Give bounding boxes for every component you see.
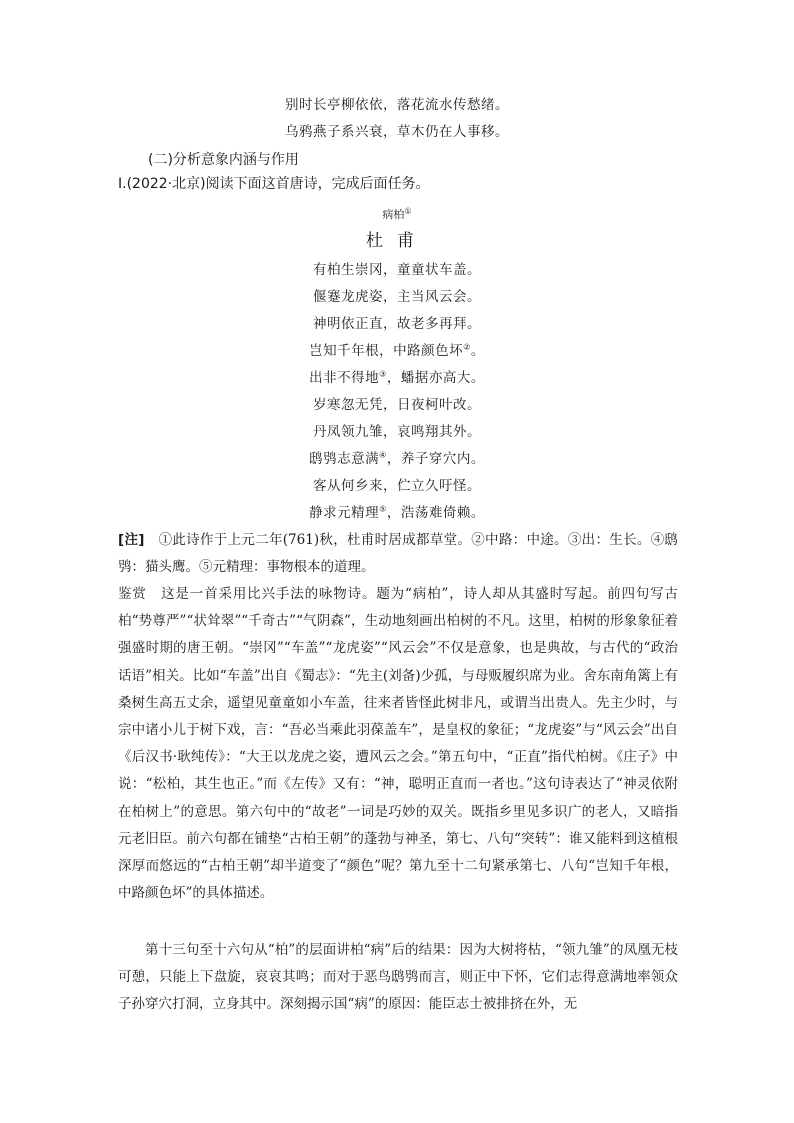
poem-line xyxy=(0,505,794,521)
poem-line-text: 鸱鸮志意满 xyxy=(309,451,380,467)
poem-author: 杜甫 xyxy=(366,231,428,251)
note-label: [注] xyxy=(118,532,145,548)
poem-line xyxy=(0,424,794,440)
poem-line-text: 出非不得地 xyxy=(309,370,380,386)
intro-poem-line-2: 乌鸦燕子系兴衰，草木仍在人事移。 xyxy=(285,124,509,140)
poem-line xyxy=(0,478,794,494)
poem-line-text: 岂知千年根，中路颜色坏 xyxy=(309,343,464,359)
poem-line-text: 岁寒忽无凭，日夜柯叶改。 xyxy=(313,397,481,413)
poem-line xyxy=(0,316,794,332)
poem-line-tail: ，浩荡难倚赖。 xyxy=(386,505,485,521)
poem-line-text: 丹凤领九雏，哀鸣翔其外。 xyxy=(313,424,481,440)
note-text: ①此诗作于上元二年(761)秋，杜甫时居成都草堂。②中路：中途。③出：生长。④鸱鸮：猫头鹰。⑤元精理：事物根本的道理。 xyxy=(118,532,678,576)
intro-poem-line-1: 别时长亭柳依依，落花流水传愁绪。 xyxy=(285,97,509,113)
poem-line-tail: 。 xyxy=(470,343,485,359)
poem-line-text: 偃蹇龙虎姿，主当风云会。 xyxy=(313,289,481,305)
poem-line-text: 客从何乡来，伫立久吁怪。 xyxy=(313,478,481,494)
question-prompt: Ⅰ.(2022·北京)阅读下面这首唐诗，完成后面任务。 xyxy=(118,176,430,192)
poem-line-note-marker: ⑤ xyxy=(379,504,387,514)
poem-line-note-marker: ② xyxy=(463,342,471,352)
poem-line-text: 有柏生崇冈，童童状车盖。 xyxy=(313,262,481,278)
poem-line-text: 神明依正直，故老多再拜。 xyxy=(313,316,481,332)
poem-line-note-marker: ③ xyxy=(379,369,387,379)
poem-line-note-marker: ④ xyxy=(379,450,387,460)
poem-title-note-marker: ① xyxy=(404,206,412,216)
note-paragraph xyxy=(118,527,678,582)
appreciation-label: 鉴赏 xyxy=(118,586,147,602)
poem-line-tail: ，养子穿穴内。 xyxy=(386,451,485,467)
poem-line xyxy=(0,289,794,305)
poem-line-tail: ，蟠据亦高大。 xyxy=(386,370,485,386)
poem-title: 病柏① xyxy=(382,206,412,221)
poem-line xyxy=(0,397,794,413)
poem-line xyxy=(0,451,794,467)
poem-line xyxy=(0,262,794,278)
appreciation-text: 这是一首采用比兴手法的咏物诗。题为“病柏”，诗人却从其盛时写起。前四句写古柏“势尊严”“状耸翠”“千奇古”“气阴森”，生动地刻画出柏树的不凡。这里，柏树的形象象征着强盛时期的唐王朝。“崇冈”“车盖”“龙虎姿”“风云会”不仅是意象，也是典故，与古代的“政治话语”相关。比如“车盖”出自《蜀志》：“先主(刘备)少孤，与母贩履织席为业。舍东南角篱上有桑树生高五丈余，遥望见童童如小车盖，往来者皆怪此树非凡，或谓当出贵人。先主少时，与宗中诸小儿于树下戏，言：“吾必当乘此羽葆盖车”，是皇权的象征；“龙虎姿”与“风云会”出自《后汉书·耿纯传》：“大王以龙虎之姿，遭风云之会。”第五句中，“正直”指代柏树。《庄子》中说：“松柏，其生也正。”而《左传》又有：“神，聪明正直而一者也。”这句诗表达了“神灵依附在柏树上”的意思。第六句中的“故老”一词是巧妙的双关。既指乡里见多识广的老人，又暗指元老旧臣。前六句都在铺垫“古柏王朝”的蓬勃与神圣，第七、八句“突转”：谁又能料到这植根深厚而悠远的“古柏王朝”却半道变了“颜色”呢？第九至十二句紧承第七、八句“岂知千年根，中路颜色坏”的具体描述。 xyxy=(118,586,678,902)
poem-line-text: 静求元精理 xyxy=(309,505,380,521)
section-heading: (二)分析意象内涵与作用 xyxy=(148,152,299,168)
analysis-paragraph-2: 第十三句至十六句从“柏”的层面讲柏“病”后的结果：因为大树将枯，“领九雏”的凤凰无枝可憩，只能上下盘旋，哀哀其鸣；而对于恶鸟鸱鸮而言，则正中下怀，它们志得意满地率领众子孙穿穴打洞，立身其中。深刻揭示国“病”的原因：能臣志士被排挤在外，无 xyxy=(118,942,678,1013)
appreciation-paragraph xyxy=(118,581,678,907)
poem-line xyxy=(0,370,794,386)
poem-line xyxy=(0,343,794,359)
